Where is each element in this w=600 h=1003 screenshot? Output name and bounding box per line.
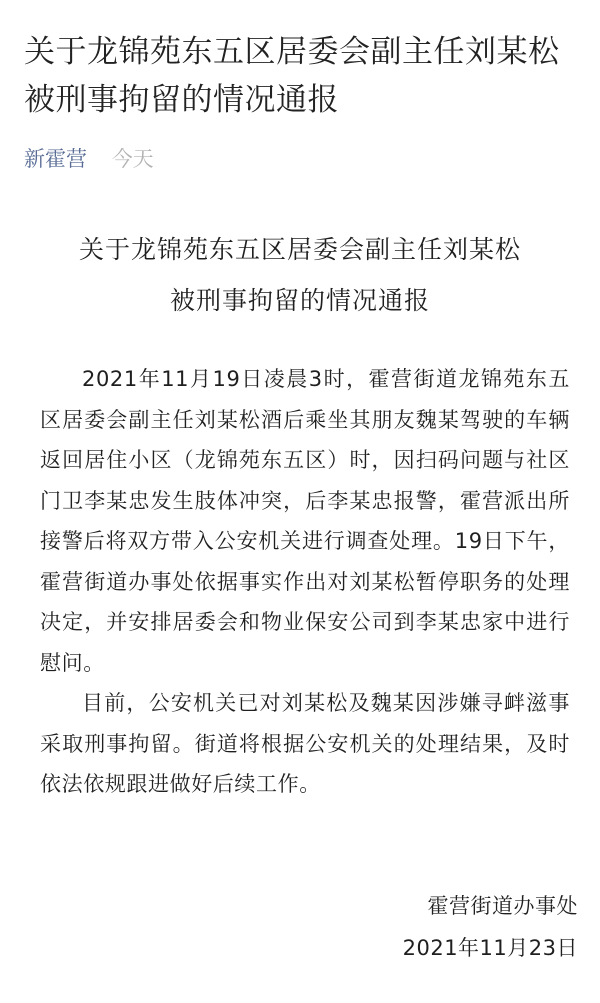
notice-title-line-2: 被刑事拘留的情况通报 (169, 286, 430, 315)
article-title: 关于龙锦苑东五区居委会副主任刘某松被刑事拘留的情况通报 (24, 34, 560, 118)
notice-title-line-1: 关于龙锦苑东五区居委会副主任刘某松 (78, 235, 521, 264)
notice-signature (403, 885, 578, 969)
publish-date: 今天 (111, 147, 154, 171)
notice-paragraph-1: 2021年11月19日凌晨3时，霍营街道龙锦苑东五区居委会副主任刘某松酒后乘坐其朋友魏某驾驶的车辆返回居住小区（龙锦苑东五区）时，因扫码问题与社区门卫李某忠发生肢体冲突，后李某忠报警，霍营派出所接警后将双方带入公安机关进行调查处理。19日下午，霍营街道办事处依据事实作出对刘某松暂停职务的处理决定，并安排居委会和物业保安公司到李某忠家中进行慰问。 (40, 367, 570, 675)
notice-body (40, 359, 570, 805)
notice-paragraph-2: 目前，公安机关已对刘某松及魏某因涉嫌寻衅滋事采取刑事拘留。街道将根据公安机关的处理结果，及时依法依规跟进做好后续工作。 (40, 691, 570, 796)
account-name-link[interactable]: 新霍营 (24, 147, 87, 171)
issuer-name: 霍营街道办事处 (427, 894, 578, 918)
article-meta (24, 145, 154, 173)
notice-title (0, 224, 600, 326)
issue-date: 2021年11月23日 (402, 936, 578, 960)
